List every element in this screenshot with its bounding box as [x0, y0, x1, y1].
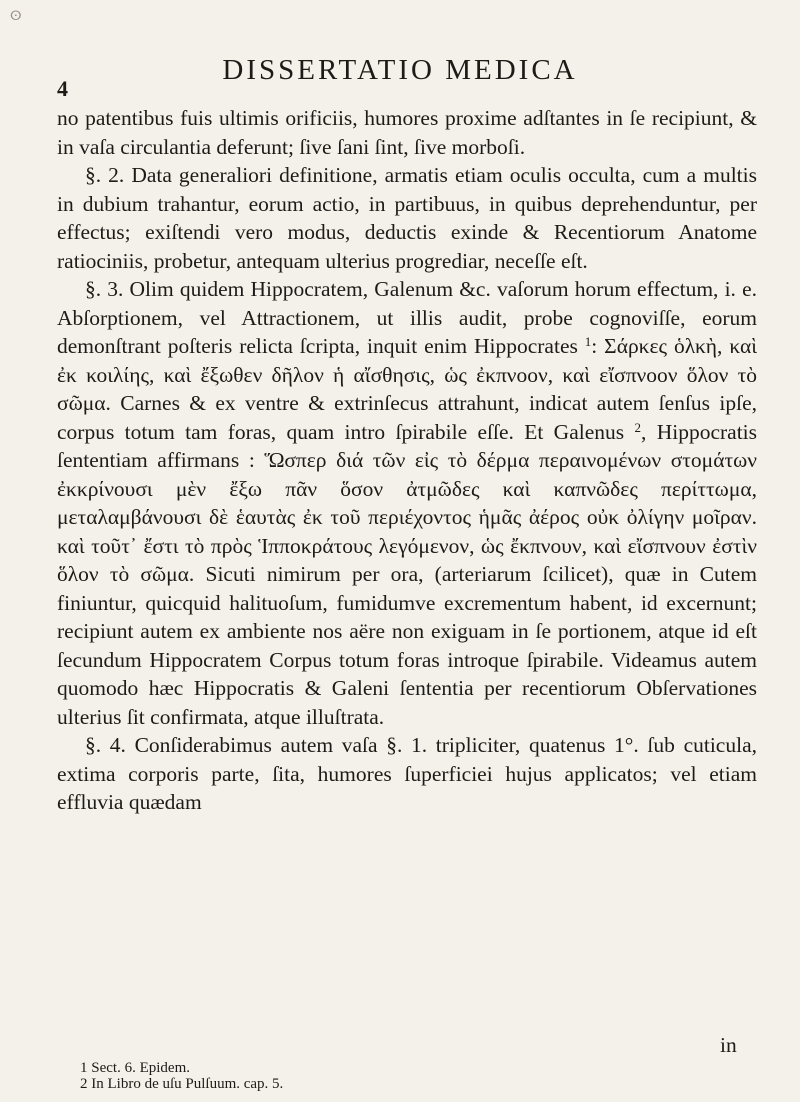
section-3-latin-translation: Carnes & ex ventre & extrinſecus attrahunt, indicat autem ſenſus ipſe, corpus totum tam foras, quam intro ſpirabile eſſe. Et Galenus: [57, 391, 757, 444]
paragraph-section-2: §. 2. Data generaliori definitione, armatis etiam oculis occulta, cum a multis in dubium trahantur, eorum actio, in partibuus, in quibus deprehenduntur, per effectus; exiſtendi vero modus, deductis exinde & Recentiorum Anatome ratiociniis, probetur, antequam ulterius progrediar, neceſſe eſt.: [57, 163, 757, 273]
body-text: [57, 104, 757, 817]
paragraph-section-3: [57, 275, 757, 731]
running-head: DISSERTATIO MEDICA: [222, 54, 578, 86]
footnote-ref-2: 2: [634, 419, 641, 435]
corner-mark: ⵙ: [10, 8, 23, 23]
footnote-1: 1 Sect. 6. Epidem.: [80, 1060, 190, 1076]
catchword: in: [720, 1033, 737, 1057]
hippocrates-greek-quote: : Σάρκες ὁλκὴ, καὶ ἐκ κοιλίης, καὶ ἔξωθεν δῆλον ἡ αἴσθησις, ὡς ἐκπνοον, καὶ εἴσπνοον ὅλον τὸ σῶμα.: [57, 334, 758, 415]
footnote-2: 2 In Libro de uſu Pulſuum. cap. 5.: [80, 1076, 284, 1092]
paragraph-section-4: §. 4. Conſiderabimus autem vaſa §. 1. tripliciter, quatenus 1°. ſub cuticula, extima corporis parte, ſita, humores ſuperficiei hujus applicatos; vel etiam effluvia quædam: [57, 733, 757, 814]
section-3-latin-conclusion: Sicuti nimirum per ora, (arteriarum ſcilicet), quæ in Cutem finiuntur, quicquid halituoſum, fumidumve excrementum habent, id excernunt; recipiunt autem ex ambiente nos aëre non exiguam in ſe portionem, atque id eſt ſecundum Hippocratem Corpus totum foras introque ſpirabile. Videamus autem quomodo hæc Hippocratis & Galeni ſententia per recentiorum Obſervationes ulterius ſit confirmata, atque illuſtrata.: [57, 562, 757, 729]
galen-greek-quote: Ὥσπερ διά τῶν εἰς τὸ δέρμα περαινομένων στομάτων ἐκκρίνουσι μὲν ἔξω πᾶν ὅσον ἀτμῶδες καὶ καπνῶδες περίττωμα, μεταλαμβάνουσι δὲ ἑαυτὰς ἐκ τοῦ περιέχοντος ἡμᾶς ἀέρος οὐκ ὀλίγην μοῖραν. καὶ τοῦτ᾽ ἔστι τὸ πρὸς Ἱπποκράτους λεγόμενον, ὡς ἔκπνουν, καὶ εἴσπνουν ἐστὶν ὅλον τὸ σῶμα.: [57, 448, 757, 586]
footnote-ref-1: 1: [584, 334, 592, 349]
paragraph-continuation: no patentibus fuis ultimis orificiis, humores proxime adſtantes in ſe recipiunt, & in vaſa circulantia deferunt; ſive ſani ſint, ſive morboſi.: [57, 106, 757, 159]
section-3-latin-intro: §. 3. Olim quidem Hippocratem, Galenum &c. vaſorum horum effectum, i. e. Abſorptionem, vel Attractionem, ut illis audit, probe cognoviſſe, eorum demonſtrant poſteris relicta ſcripta, inquit enim Hippocrates: [57, 277, 757, 358]
footnotes: [80, 1060, 740, 1092]
page-number: 4: [57, 76, 68, 101]
section-3-galen-intro: , Hippocratis ſententiam affirmans :: [57, 419, 758, 472]
